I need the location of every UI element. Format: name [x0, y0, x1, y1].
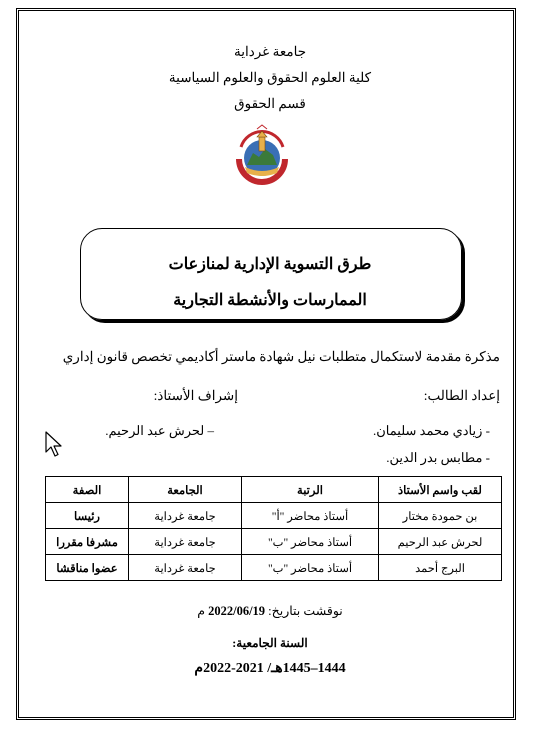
mouse-pointer-icon — [44, 430, 64, 458]
supervisor-name: – لحرش عبد الرحيم. — [105, 423, 214, 438]
member-name: البرج أحمد — [379, 555, 502, 581]
member-role: مشرفا مقررا — [46, 529, 129, 555]
member-role: رئيسا — [46, 503, 129, 529]
header-role: الصفة — [46, 477, 129, 503]
table-row — [46, 503, 502, 529]
students-label: إعداد الطالب: — [423, 388, 500, 403]
defense-label: نوقشت بتاريخ: — [268, 604, 343, 618]
member-name: لحرش عبد الرحيم — [379, 529, 502, 555]
member-rank: أستاذ محاضر "ب" — [242, 555, 379, 581]
department-name: قسم الحقوق — [234, 96, 306, 111]
member-rank: أستاذ محاضر "أ" — [242, 503, 379, 529]
table-row — [46, 555, 502, 581]
student-name-1: - زيادي محمد سليمان. — [373, 423, 490, 438]
academic-year: 1444–1445هـ/ 2021-2022م — [194, 661, 346, 676]
defense-date: 2022/06/19 — [208, 604, 266, 618]
university-emblem-icon — [231, 123, 293, 193]
student-name-2: - مطابس بدر الدين. — [386, 450, 490, 465]
supervisor-label: إشراف الأستاذ: — [153, 388, 238, 403]
member-university: جامعة غرداية — [129, 529, 242, 555]
thesis-description: مذكرة مقدمة لاستكمال متطلبات نيل شهادة ماستر أكاديمي تخصص قانون إداري — [62, 349, 500, 364]
member-name: بن حمودة مختار — [379, 503, 502, 529]
academic-year-label: السنة الجامعية: — [232, 636, 308, 650]
university-name: جامعة غرداية — [233, 44, 307, 59]
header-name: لقب واسم الأستاذ — [379, 477, 502, 503]
table-row — [46, 529, 502, 555]
committee-header-row — [46, 477, 502, 503]
faculty-name: كلية العلوم الحقوق والعلوم السياسية — [168, 70, 372, 85]
defense-date-suffix: م — [197, 604, 205, 618]
member-rank: أستاذ محاضر "ب" — [242, 529, 379, 555]
header-rank: الرتبة — [242, 477, 379, 503]
member-role: عضوا مناقشا — [46, 555, 129, 581]
defense-date-line — [0, 603, 540, 619]
committee-table — [45, 476, 502, 581]
member-university: جامعة غرداية — [129, 503, 242, 529]
thesis-title-line1: طرق التسوية الإدارية لمنازعات — [168, 256, 372, 273]
header-university: الجامعة — [129, 477, 242, 503]
member-university: جامعة غرداية — [129, 555, 242, 581]
thesis-title-line2: الممارسات والأنشطة التجارية — [173, 292, 367, 309]
